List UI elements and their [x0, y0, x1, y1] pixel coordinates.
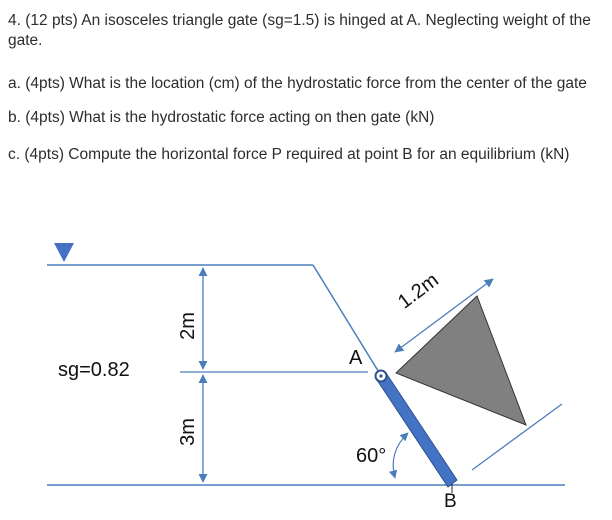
triangle-gate — [396, 296, 526, 425]
depth-label-lower: 3m — [177, 418, 199, 446]
hinge-dot — [379, 374, 382, 377]
sloped-wall — [313, 265, 380, 374]
fluid-sg-label: sg=0.82 — [58, 359, 130, 381]
angle-arc — [393, 433, 408, 478]
question-part-c: c. (4pts) Compute the horizontal force P required at point B for an equilibrium (kN) — [8, 146, 570, 163]
angle-label: 60° — [356, 445, 387, 467]
depth-label-upper: 2m — [177, 312, 199, 340]
question-title: 4. (12 pts) An isosceles triangle gate (sg=1.5) is hinged at A. Neglecting weight of the gate. — [8, 12, 591, 49]
point-b-label: B — [444, 491, 457, 512]
question-part-a: a. (4pts) What is the location (cm) of the hydrostatic force from the center of the gate — [8, 75, 587, 92]
gate-length-label: 1.2m — [394, 269, 443, 314]
hinge-label: A — [349, 347, 363, 369]
question-part-b: b. (4pts) What is the hydrostatic force acting on then gate (kN) — [8, 109, 435, 126]
free-surface-marker — [54, 243, 74, 262]
